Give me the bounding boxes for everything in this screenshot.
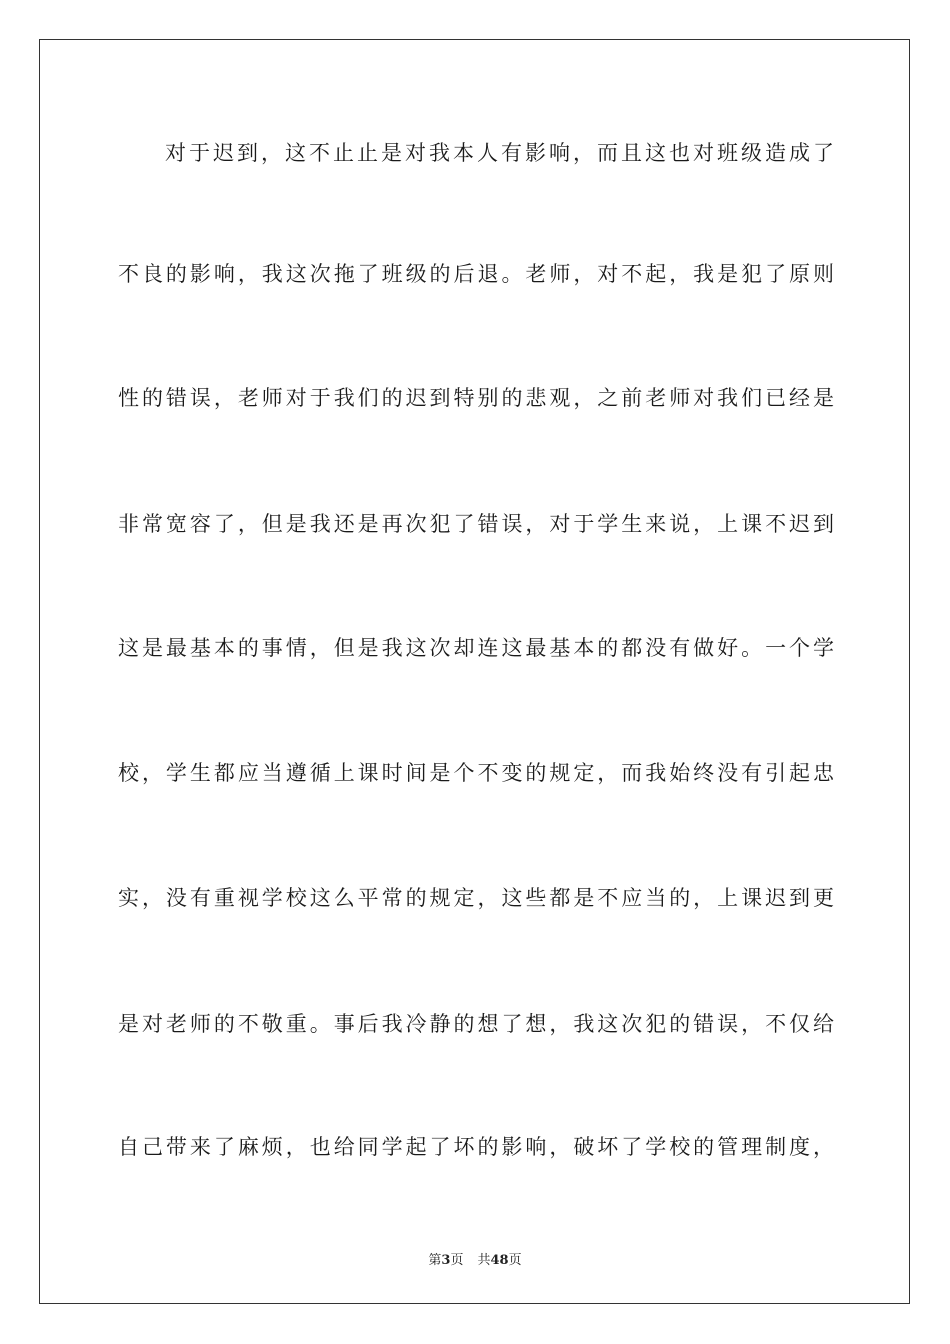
- page-footer: [0, 1249, 950, 1268]
- total-prefix: 共: [477, 1253, 491, 1268]
- total-pages: 48: [490, 1253, 509, 1268]
- text-line-8: 是对老师的不敬重。事后我冷静的想了想，我这次犯的错误，不仅给: [118, 1012, 834, 1036]
- text-line-4: 非常宽容了，但是我还是再次犯了错误，对于学生来说，上课不迟到: [118, 512, 834, 536]
- text-line-5: 这是最基本的事情，但是我这次却连这最基本的都没有做好。一个学: [118, 636, 834, 660]
- text-line-2: 不良的影响，我这次拖了班级的后退。老师，对不起，我是犯了原则: [118, 262, 834, 286]
- text-line-9: 自己带来了麻烦，也给同学起了坏的影响，破坏了学校的管理制度，: [118, 1135, 834, 1159]
- text-line-7: 实，没有重视学校这么平常的规定，这些都是不应当的，上课迟到更: [118, 886, 834, 910]
- text-line-3: 性的错误，老师对于我们的迟到特别的悲观，之前老师对我们已经是: [118, 386, 834, 410]
- total-suffix: 页: [508, 1253, 522, 1268]
- text-line-6: 校，学生都应当遵循上课时间是个不变的规定，而我始终没有引起忠: [118, 761, 834, 785]
- page-suffix: 页: [450, 1253, 464, 1268]
- page-number: 3: [441, 1253, 451, 1268]
- page-prefix: 第: [428, 1253, 442, 1268]
- page-border: [39, 39, 910, 1304]
- text-line-1: 对于迟到，这不止止是对我本人有影响，而且这也对班级造成了: [165, 141, 834, 165]
